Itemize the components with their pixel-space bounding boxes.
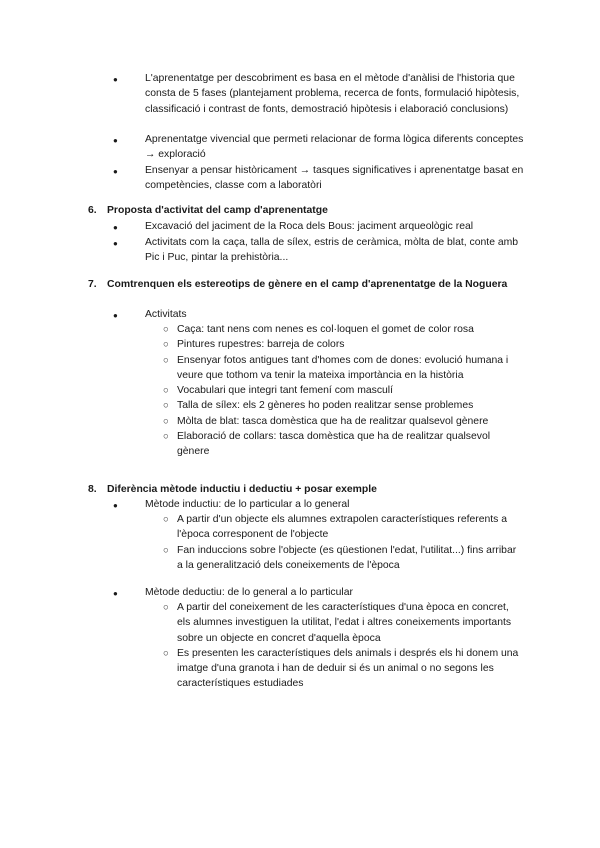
sub-list-item-text: A partir d'un objecte els alumnes extrapolen característiques referents a l'època corresponent de l'objecte [177, 514, 508, 541]
list-item-text: Ensenyar a pensar històricament → tasques significatives i aprenentatge basat en competències, classe com a laboratòri [145, 165, 524, 192]
circle-bullet-icon: ○ [163, 647, 169, 659]
section-number: 8. [88, 484, 97, 495]
section-6-list [113, 219, 526, 266]
section-8-heading [88, 482, 518, 497]
circle-bullet-icon: ○ [163, 544, 169, 556]
sub-list-item-text: A partir del coneixement de les característiques d'una època en concret, els alumnes investiguen la utilitat, l'edat i altres coneixements importants sobre un objecte en concret d'aquella època [177, 602, 512, 644]
circle-bullet-icon: ○ [163, 354, 169, 366]
circle-bullet-icon: ○ [163, 339, 169, 351]
sub-list-item [163, 646, 522, 692]
list-item-text: Mètode deductiu: de lo general a lo particular [145, 587, 353, 598]
list-item [113, 163, 526, 194]
deductive-method [113, 585, 526, 600]
section-7-list [113, 307, 526, 322]
circle-bullet-icon: ○ [163, 324, 169, 335]
section-number: 6. [88, 205, 97, 216]
sub-list-item [163, 543, 522, 574]
sub-list-item-text: Elaboració de collars: tasca domèstica que ha de realitzar qualsevol gènere [177, 431, 491, 458]
sub-list-item [163, 353, 517, 384]
section-title: Proposta d'activitat del camp d'aprenentatge [107, 205, 328, 216]
sub-list-item-text: Es presenten les característiques dels animals i després els hi donem una imatge d'una granota i han de deduir si és un animal o no segons les característiques estudiades [177, 647, 519, 690]
section-6-heading [88, 203, 518, 218]
deductive-sublist [163, 600, 522, 692]
sub-list-item-text: Ensenyar fotos antigues tant d'homes com de dones: evolució humana i veure que tothom va tenir la mateixa importància en la història [177, 354, 509, 381]
sub-list-item [163, 414, 517, 429]
bullet-icon: ● [113, 75, 118, 84]
circle-bullet-icon: ○ [163, 385, 169, 397]
sub-list-item-text: Vocabulari que integri tant femení com masculí [177, 385, 394, 397]
section-number: 7. [88, 279, 97, 290]
list-item [113, 71, 526, 132]
bullet-icon: ● [113, 239, 118, 248]
circle-bullet-icon: ○ [163, 400, 169, 412]
list-item-text: Activitats [145, 309, 187, 320]
circle-bullet-icon: ○ [163, 431, 169, 443]
sub-list-item-text: Fan induccions sobre l'objecte (es qüestionen l'edat, l'utilitat...) fins arribar a la generalització dels coneixements de l'època [177, 544, 517, 571]
list-item-text: Mètode inductiu: de lo particular a lo general [145, 499, 350, 510]
bullet-icon: ● [113, 167, 118, 176]
bullet-icon: ● [113, 223, 118, 232]
sub-list-item-text: Mòlta de blat: tasca domèstica que ha de realitzar qualsevol gènere [177, 415, 489, 427]
circle-bullet-icon: ○ [163, 602, 169, 613]
sub-list-item-text: Caça: tant nens com nenes es col·loquen el gomet de color rosa [177, 324, 474, 335]
circle-bullet-icon: ○ [163, 415, 169, 427]
list-item-text: Excavació del jaciment de la Roca dels Bous: jaciment arqueològic real [145, 221, 474, 232]
sub-list-item [163, 429, 517, 460]
sub-list-item [163, 600, 522, 646]
sub-list-item [163, 322, 517, 337]
list-item [113, 219, 526, 235]
list-item [113, 307, 526, 322]
top-bullet-list [113, 71, 526, 194]
sub-list-item [163, 383, 517, 398]
inductive-method [113, 497, 526, 512]
bullet-icon: ● [113, 501, 118, 510]
sub-list-item-text: Talla de sílex: els 2 gèneres ho poden realitzar sense problemes [177, 400, 474, 412]
sub-list-item [163, 398, 517, 413]
list-item [113, 497, 526, 512]
sub-list-item-text: Pintures rupestres: barreja de colors [177, 339, 345, 351]
list-item [113, 585, 526, 600]
list-item [113, 235, 526, 266]
sub-list-item [163, 512, 522, 543]
section-7-sublist [163, 322, 517, 460]
section-title: Comtrenquen els estereotips de gènere en el camp d'aprenentatge de la Noguera [107, 279, 508, 290]
bullet-icon: ● [113, 589, 118, 598]
inductive-sublist [163, 512, 522, 573]
sub-list-item [163, 337, 517, 352]
bullet-icon: ● [113, 136, 118, 145]
section-title: Diferència mètode inductiu i deductiu + posar exemple [107, 484, 377, 495]
circle-bullet-icon: ○ [163, 514, 169, 525]
bullet-icon: ● [113, 311, 118, 320]
list-item [113, 132, 526, 163]
list-item-text: Activitats com la caça, talla de sílex, estris de ceràmica, mòlta de blat, conte amb Pic i Puc, pintar la prehistòria... [145, 237, 519, 264]
list-item-text: Aprenentatge vivencial que permeti relacionar de forma lògica diferents conceptes → exploració [145, 134, 524, 161]
section-7-heading [88, 277, 508, 292]
list-item-text: L'aprenentatge per descobriment es basa en el mètode d'anàlisi de l'historia que consta de 5 fases (plantejament problema, recerca de fonts, formulació hipòtesis, classificació i contrast de fonts, demostració hipòtesis i elaboració conclusions) [145, 73, 520, 115]
